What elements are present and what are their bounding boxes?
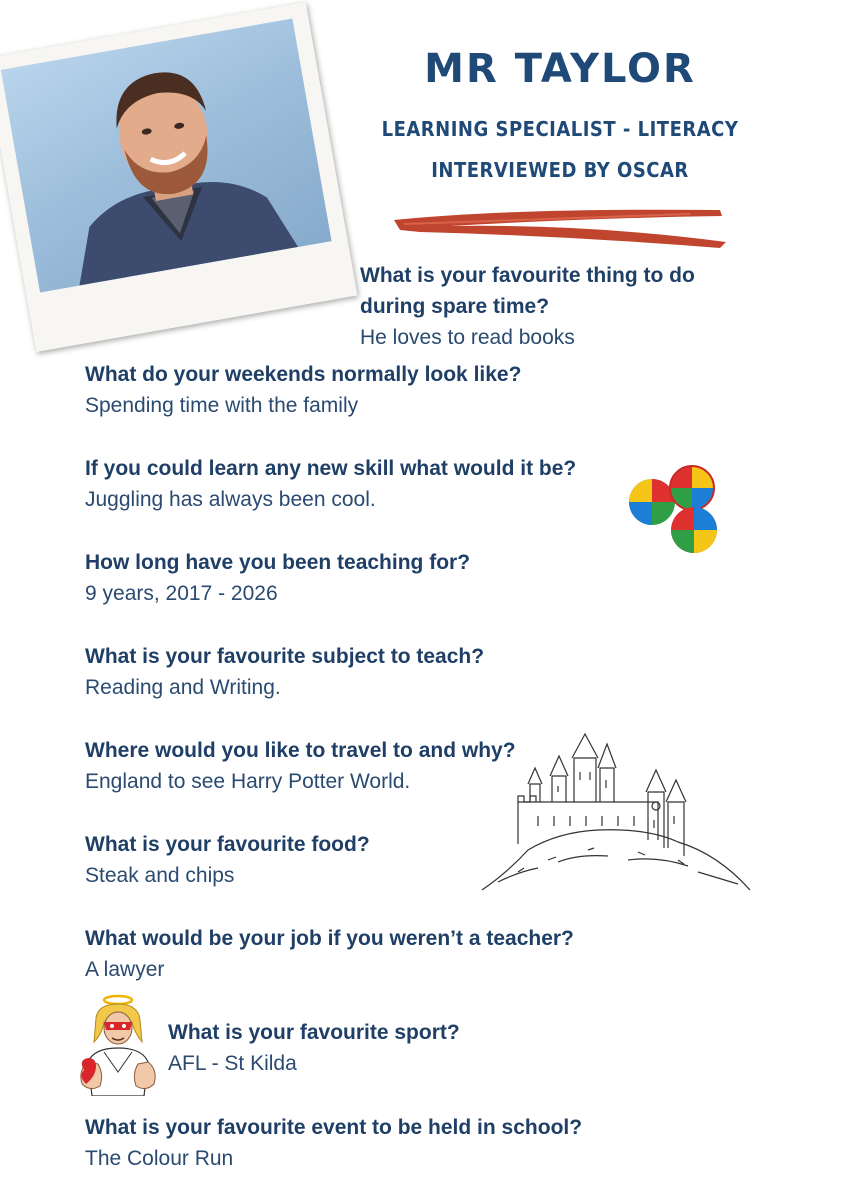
- st-kilda-mascot-icon: [74, 992, 158, 1096]
- role-subtitle: LEARNING SPECIALIST - LITERACY: [381, 117, 739, 141]
- question-3: If you could learn any new skill what would it be?: [85, 457, 577, 480]
- question-6: Where would you like to travel to and why?: [85, 739, 516, 762]
- brush-stroke-divider: [390, 200, 730, 255]
- answer-4: 9 years, 2017 - 2026: [85, 582, 278, 605]
- answer-10: The Colour Run: [85, 1147, 234, 1170]
- juggling-balls-icon: [624, 462, 724, 558]
- question-2: What do your weekends normally look like?: [85, 363, 522, 386]
- castle-sketch-icon: [478, 732, 754, 900]
- page-title: MR TAYLOR: [424, 46, 696, 92]
- answer-8: A lawyer: [85, 958, 165, 981]
- answer-7: Steak and chips: [85, 864, 235, 887]
- question-9: What is your favourite sport?: [168, 1021, 460, 1044]
- question-7: What is your favourite food?: [85, 833, 370, 856]
- question-1-line-1: What is your favourite thing to do: [360, 264, 695, 287]
- answer-1: He loves to read books: [360, 326, 575, 349]
- answer-5: Reading and Writing.: [85, 676, 281, 699]
- polaroid-frame: [0, 2, 357, 352]
- question-8: What would be your job if you weren’t a teacher?: [85, 927, 574, 950]
- answer-2: Spending time with the family: [85, 394, 359, 417]
- question-5: What is your favourite subject to teach?: [85, 645, 485, 668]
- question-4: How long have you been teaching for?: [85, 551, 471, 574]
- question-10: What is your favourite event to be held in school?: [85, 1116, 583, 1139]
- teacher-portrait-photo: [1, 19, 332, 293]
- answer-9: AFL - St Kilda: [168, 1052, 297, 1075]
- question-1-line-2: during spare time?: [360, 295, 550, 318]
- answer-3: Juggling has always been cool.: [85, 488, 376, 511]
- answer-6: England to see Harry Potter World.: [85, 770, 411, 793]
- interviewer-subtitle: INTERVIEWED BY OSCAR: [431, 158, 689, 182]
